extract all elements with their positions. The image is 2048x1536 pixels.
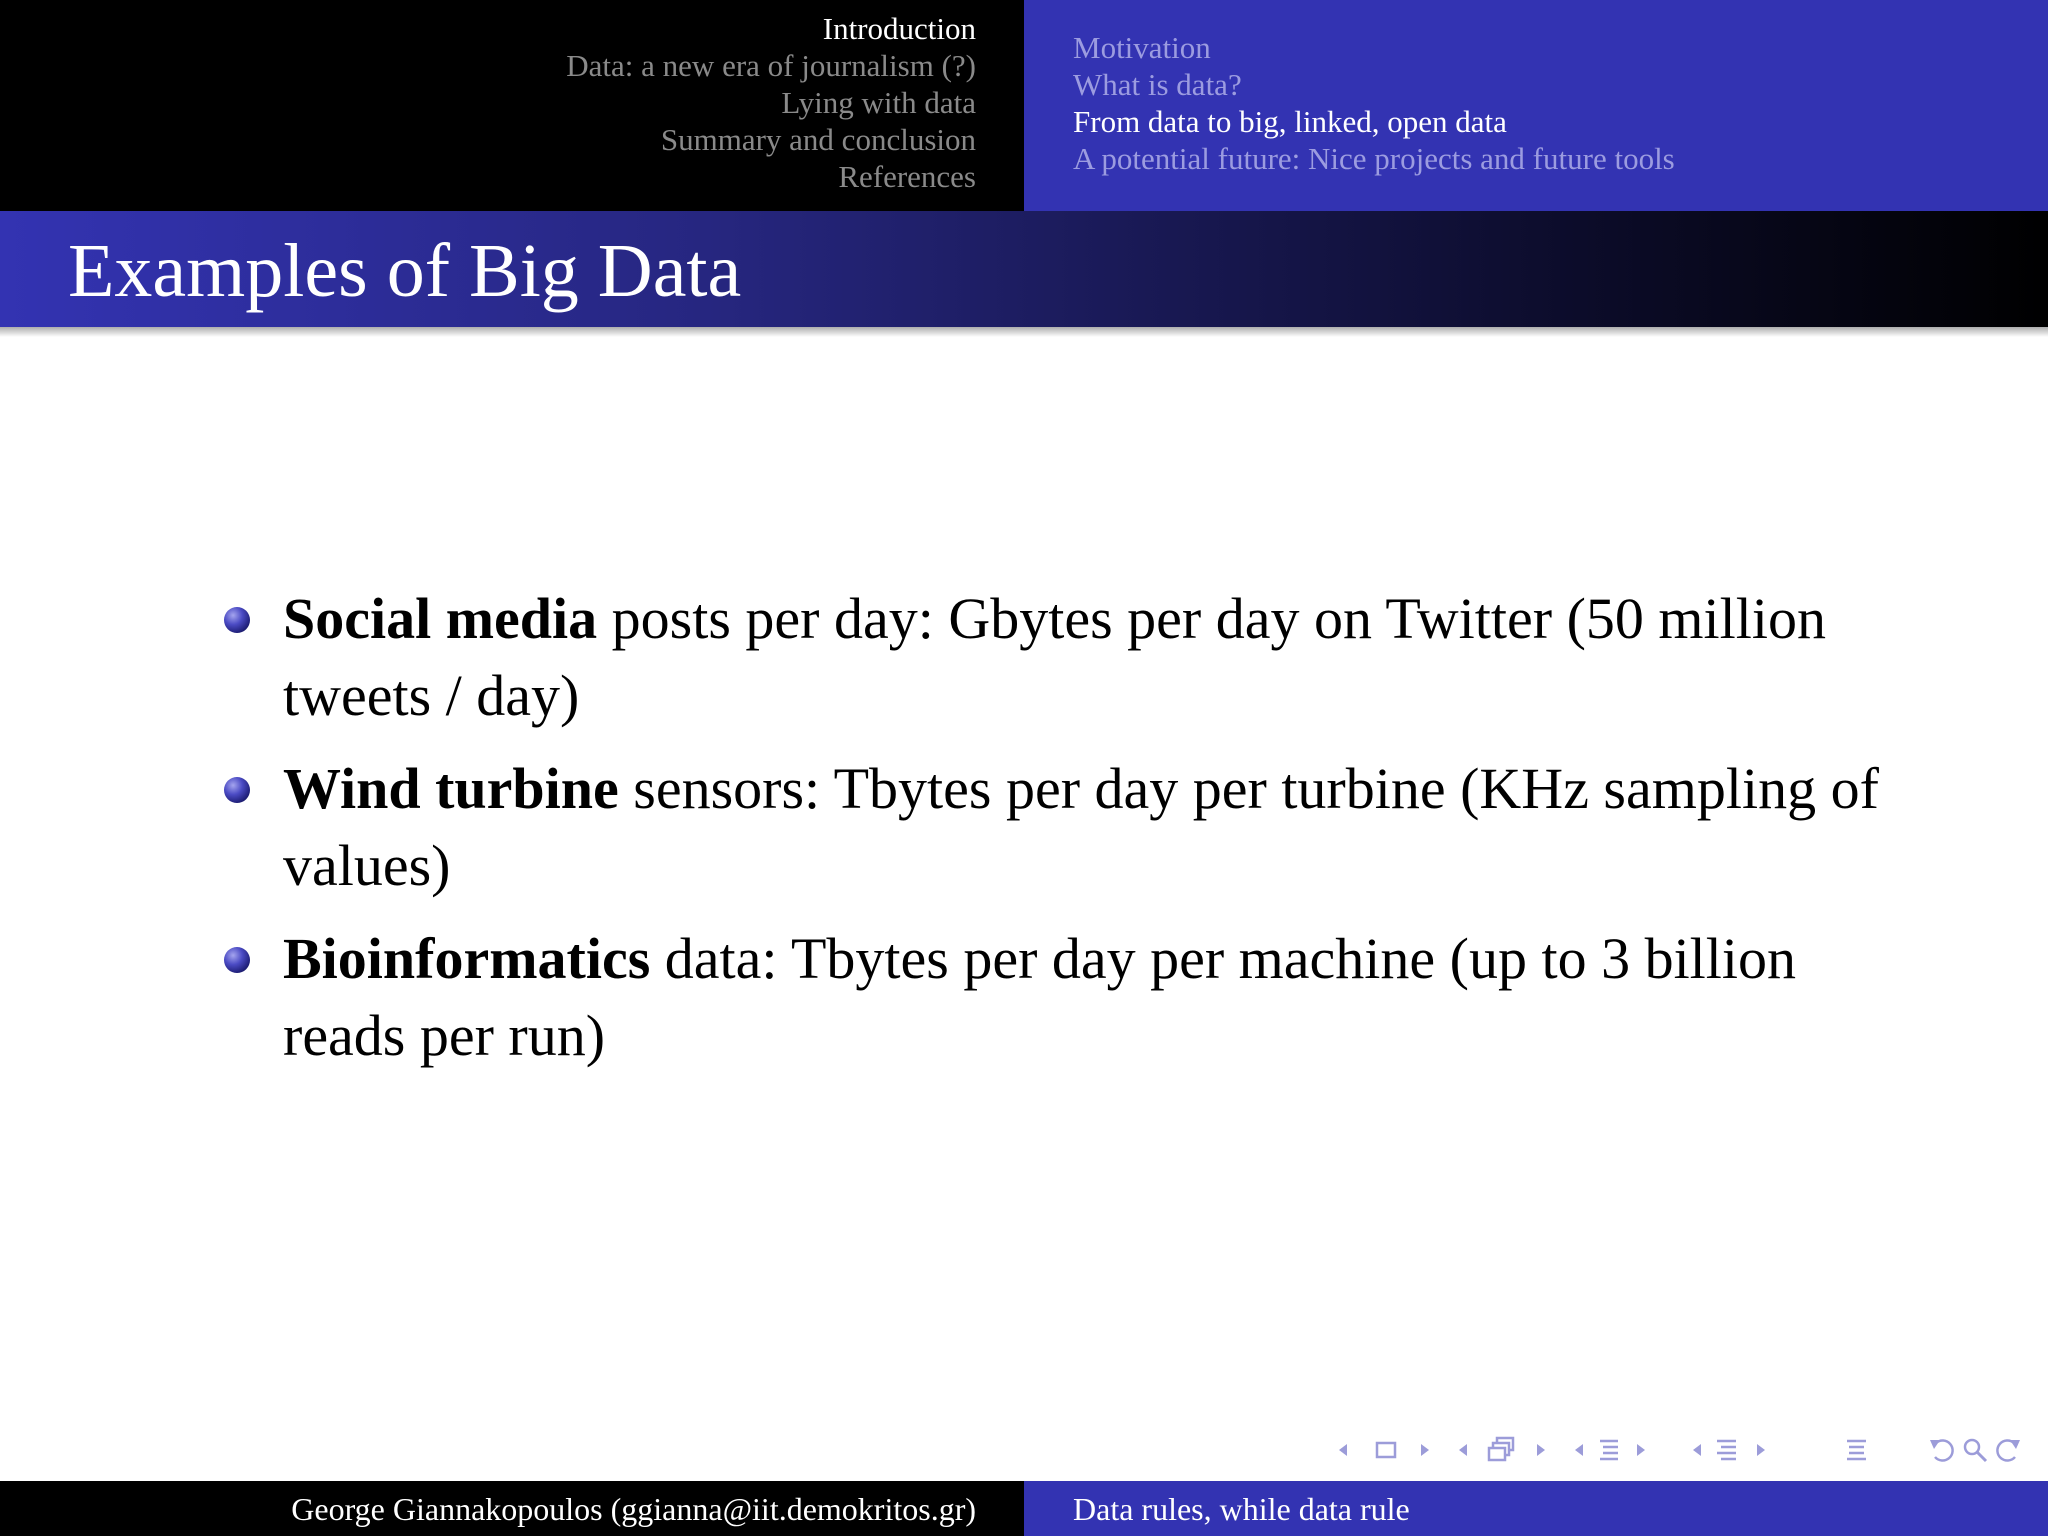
bullet-keyword: Social media [283,586,598,651]
navigation-header [0,0,2048,211]
section-item-references[interactable]: References [838,159,976,194]
footer-presentation-title: Data rules, while data rule [1073,1491,1410,1527]
frame-title: Examples of Big Data [68,229,742,313]
bullet-keyword: Wind turbine [283,756,619,821]
section-item-data-journalism[interactable]: Data: a new era of journalism (?) [566,48,976,83]
section-item-introduction[interactable]: Introduction [822,11,976,46]
footer-title-panel [1024,1481,2048,1536]
subsection-list [1073,29,1675,177]
title-bar-shadow [0,327,2048,337]
slide-icon[interactable] [1374,1434,1400,1466]
subsection-prev-icon[interactable] [1572,1434,1586,1466]
frame-next-icon[interactable] [1534,1434,1548,1466]
frame-icon[interactable] [1484,1434,1518,1466]
footer-author: George Giannakopoulos (ggianna@iit.demokritos.gr) [291,1491,976,1527]
subsection-item-what-is-data[interactable]: What is data? [1073,67,1242,102]
section-prev-icon[interactable] [1690,1434,1704,1466]
bullet-item [220,920,1920,1074]
bullet-text: data: Tbytes per day per machine (up to 3 billion reads per run) [283,926,1797,1068]
subsection-item-potential-future[interactable]: A potential future: Nice projects and future tools [1073,141,1675,176]
slide-next-icon[interactable] [1418,1434,1432,1466]
section-list [566,10,976,195]
subsection-next-icon[interactable] [1634,1434,1648,1466]
subsection-icon[interactable] [1594,1434,1624,1466]
bullet-item [220,580,1920,734]
section-icon[interactable] [1712,1434,1742,1466]
subsections-panel [1024,0,2048,211]
sections-panel [0,0,1024,211]
bullet-ball-icon [224,947,250,973]
footer-author-panel [0,1481,1024,1536]
redo-icon[interactable] [1992,1434,2024,1466]
section-item-summary[interactable]: Summary and conclusion [660,122,976,157]
bullet-text: sensors: Tbytes per day per turbine (KHz sampling of values) [283,756,1879,898]
frame-prev-icon[interactable] [1456,1434,1470,1466]
bullet-list [220,580,1920,1090]
bullet-item [220,750,1920,904]
subsection-item-motivation[interactable]: Motivation [1073,30,1211,65]
section-next-icon[interactable] [1754,1434,1768,1466]
bullet-ball-icon [224,777,250,803]
section-item-lying-with-data[interactable]: Lying with data [781,85,976,120]
subsection-item-big-linked-open-data[interactable]: From data to big, linked, open data [1073,104,1507,139]
footer [0,1481,2048,1536]
undo-icon[interactable] [1926,1434,1958,1466]
find-icon[interactable] [1960,1434,1990,1466]
bullet-ball-icon [224,607,250,633]
bullet-keyword: Bioinformatics [283,926,651,991]
slide-prev-icon[interactable] [1336,1434,1350,1466]
bullet-text: posts per day: Gbytes per day on Twitter (50 million tweets / day) [283,586,1826,728]
document-icon[interactable] [1842,1434,1872,1466]
